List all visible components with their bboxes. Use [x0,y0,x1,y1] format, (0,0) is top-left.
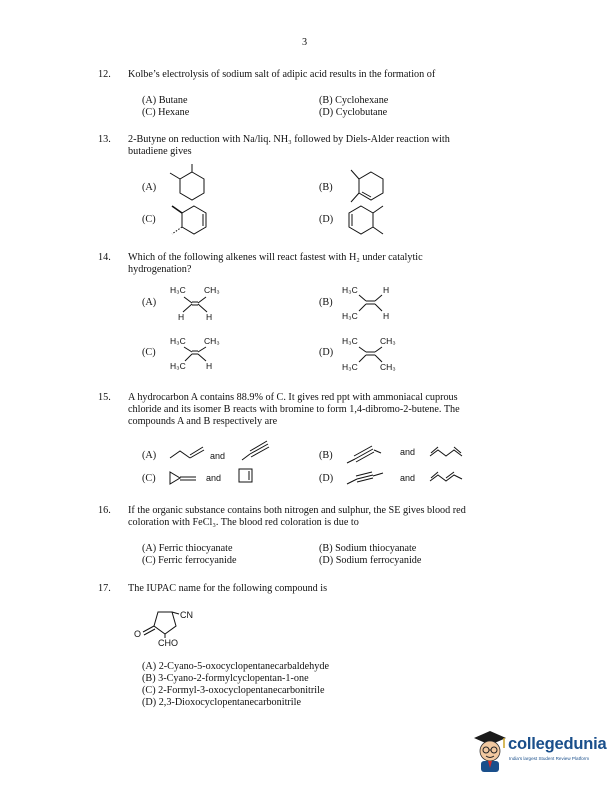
q17-option-b: (B) 3-Cyano-2-formylcyclopentan-1-one [142,673,309,684]
q15-structure-c1 [168,470,208,491]
q13-text-line1: 2-Butyne on reduction with Na/liq. NH₃ followed by Diels-Alder reaction with [128,134,450,145]
q15-text-line2: chloride and its isomer B reacts with bromine to form 1,4-dibromo-2-butene. The [128,404,460,415]
brand-logo [470,728,610,776]
q15-structure-c2 [238,468,254,489]
label-h: H [178,312,185,322]
q13-option-d: (D) [319,214,334,225]
q15-structure-b1 [345,447,385,472]
q15-text-line1: A hydrocarbon A contains 88.9% of C. It gives red ppt with ammoniacal cuprous [128,392,458,403]
label-h3c: H₃C [170,285,186,295]
q15-option-a: (A) [142,450,157,461]
q12-option-b: (B) Cyclohexane [319,95,389,106]
label-ch3: CH₃ [204,285,220,295]
label-o: O [134,629,142,639]
q16-text-line1: If the organic substance contains both nitrogen and sulphur, the SE gives blood red [128,505,466,516]
label-ch3: CH₃ [204,336,220,346]
q14-structure-c [166,336,246,376]
mascot-icon [470,728,508,774]
q16-option-b: (B) Sodium thiocyanate [319,543,417,554]
q14-structure-b [342,285,422,325]
q13-option-a: (A) [142,182,157,193]
label-h3c: H₃C [342,336,358,346]
label-h3c: H₃C [170,336,186,346]
q15-structure-a2 [240,444,276,469]
q12-option-d: (D) Cyclobutane [319,107,388,118]
q15-and-b: and [400,447,416,457]
q15-option-c: (C) [142,473,156,484]
label-h3c: H₃C [342,362,358,372]
q12-text: Kolbe’s electrolysis of sodium salt of adipic acid results in the formation of [128,69,436,80]
q15-structure-d1 [345,471,389,492]
q12-option-c: (C) Hexane [142,107,190,118]
q13-option-b: (B) [319,182,333,193]
q13-number: 13. [98,134,111,145]
q17-number: 17. [98,583,111,594]
label-h: H [206,312,213,322]
q15-option-b: (B) [319,450,333,461]
q17-option-d: (D) 2,3-Dioxocyclopentanecarbonitrile [142,697,301,708]
label-h: H [383,311,390,321]
label-h: H [383,285,390,295]
q16-option-a: (A) Ferric thiocyanate [142,543,233,554]
page-number: 3 [302,37,308,48]
q14-text-line2: hydrogenation? [128,264,192,275]
q16-option-d: (D) Sodium ferrocyanide [319,555,422,566]
q17-structure [124,606,214,652]
q15-and-d: and [400,473,416,483]
q15-option-d: (D) [319,473,334,484]
q15-and-c: and [206,473,222,483]
q17-text: The IUPAC name for the following compound is [128,583,328,594]
label-cho: CHO [158,638,178,648]
q14-structure-a [166,285,246,325]
q15-text-line3: compounds A and B respectively are [128,416,278,427]
q15-structure-d2 [428,469,468,490]
q14-option-c: (C) [142,347,156,358]
q14-text-line1: Which of the following alkenes will react fastest with H₂ under catalytic [128,252,423,263]
q17-option-c: (C) 2-Formyl-3-oxocyclopentanecarbonitrile [142,685,325,696]
label-h: H [206,361,213,371]
brand-name: collegedunia [508,735,607,753]
q15-structure-b2 [428,444,468,465]
q15-structure-a1 [168,446,208,467]
q15-and-a: and [210,451,226,461]
q12-option-a: (A) Butane [142,95,188,106]
q13-structure-d [345,202,395,243]
q16-text-line2: coloration with FeCl₃. The blood red coloration is due to [128,517,359,528]
q14-option-a: (A) [142,297,157,308]
q14-option-b: (B) [319,297,333,308]
label-ch3: CH₃ [380,336,396,346]
q14-option-d: (D) [319,347,334,358]
q17-option-a: (A) 2-Cyano-5-oxocyclopentanecarbaldehyde [142,661,329,672]
label-cn: CN [180,610,193,620]
label-h3c: H₃C [342,311,358,321]
q12-number: 12. [98,69,111,80]
q16-option-c: (C) Ferric ferrocyanide [142,555,237,566]
q14-number: 14. [98,252,111,263]
q14-structure-d [342,336,422,376]
q15-number: 15. [98,392,111,403]
label-h3c: H₃C [342,285,358,295]
q13-text-line2: butadiene gives [128,146,192,157]
label-h3c: H₃C [170,361,186,371]
q16-number: 16. [98,505,111,516]
q13-structure-c [168,202,218,243]
q13-option-c: (C) [142,214,156,225]
brand-tagline: India's largest Student Review Platform [509,756,590,761]
label-ch3: CH₃ [380,362,396,372]
